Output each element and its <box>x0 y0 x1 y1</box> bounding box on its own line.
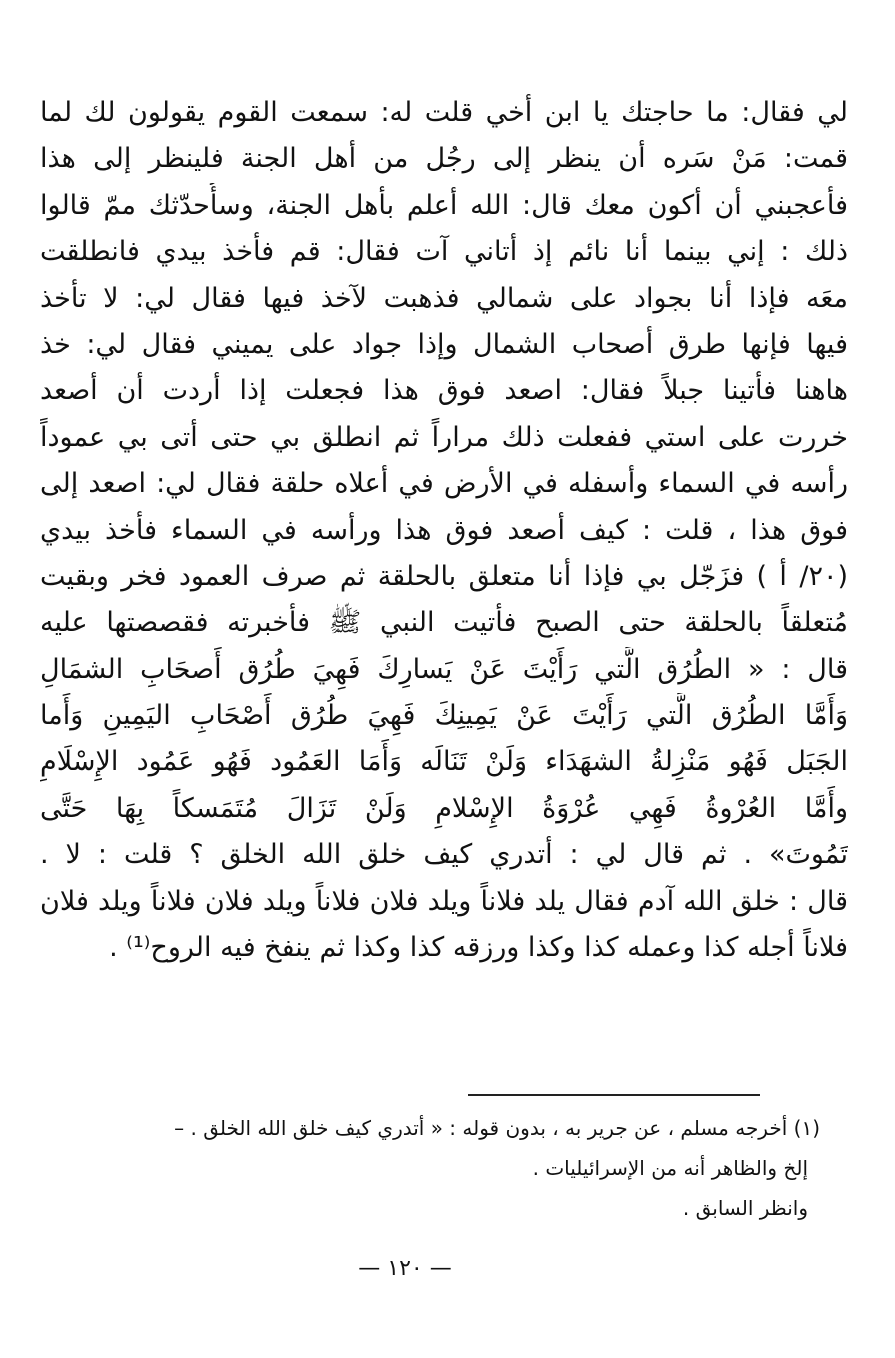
footnotes-block <box>60 1108 820 1228</box>
main-text-block <box>40 90 848 971</box>
text-line-18: قال : خلق الله آدم فقال يلد فلاناً ويلد فلان فلاناً ويلد فلان فلاناً ويلد فلان <box>40 885 848 917</box>
text-line-7: هاهنا فأتينا جبلاً فقال: اصعد فوق هذا فجعلت إذا أردت أن أصعد <box>40 375 848 407</box>
text-line-9: رأسه في السماء وأسفله في الأرض في أعلاه حلقة فقال لي: اصعد إلى <box>40 468 848 500</box>
text-line-19: فلاناً أجله كذا وعمله كذا وكذا ورزقه كذا وكذا ثم ينفخ فيه الروح⁽¹⁾ . <box>109 932 848 964</box>
text-line-17: تَمُوتَ» . ثم قال لي : أتدري كيف خلق الله الخلق ؟ قلت : لا . <box>40 839 848 871</box>
text-line-6: فيها فإنها طرق أصحاب الشمال وإذا جواد على يميني فقال لي: خذ <box>40 328 848 360</box>
text-line-5: معَه فإذا أنا بجواد على شمالي فذهبت لآخذ فيها فقال لي: لا تأخذ <box>40 282 848 314</box>
text-line-15: الجَبَل فَهُو مَنْزِلةُ الشهَدَاء وَلَنْ تَنَالَه وَأَمَا العَمُود فَهُو عَمُود الإِسْلَامِ <box>40 746 848 778</box>
footnote-divider <box>468 1094 760 1096</box>
text-line-13: قال : « الطُرُق الَّتي رَأَيْتَ عَنْ يَسارِكَ فَهِيَ طُرُق أَصحَابِ الشمَالِ <box>40 653 848 685</box>
footnote-line-3: وانظر السابق . <box>682 1196 808 1220</box>
page-number: — ١٢٠ — <box>358 1256 452 1281</box>
text-line-16: وأَمَّا العُرْوةُ فَهِي عُرْوَةُ الإِسْلامِ وَلَنْ تَزَالَ مُتَمَسكاً بِهَا حَتَّى <box>40 792 848 824</box>
footnote-line-2: إلخ والظاهر أنه من الإسرائيليات . <box>532 1156 808 1180</box>
text-line-11: (٢٠/ أ ) فزَجّل بي فإذا أنا متعلق بالحلقة ثم صرف العمود فخر وبقيت <box>40 560 848 592</box>
text-line-12: مُتعلقاً بالحلقة حتى الصبح فأتيت النبي ﷺ فأخبرته فقصصتها عليه <box>40 607 848 639</box>
text-line-2: قمت: مَنْ سَره أن ينظر إلى رجُل من أهل الجنة فلينظر إلى هذا <box>40 143 848 175</box>
text-line-3: فأعجبني أن أكون معك قال: الله أعلم بأهل الجنة، وسأُحدّثك ممّ قالوا <box>40 189 848 221</box>
text-line-14: وَأَمَّا الطُرُق الَّتي رَأَيْتَ عَنْ يَمِينِكَ فَهِيَ طُرُق أَصْحَابِ اليَمِينِ وَأَما <box>40 700 848 732</box>
text-line-10: فوق هذا ، قلت : كيف أصعد فوق هذا ورأسه في السماء فأخذ بيدي <box>40 514 848 546</box>
text-line-8: خررت على استي ففعلت ذلك مراراً ثم انطلق بي حتى أتى بي عموداً <box>40 421 848 453</box>
text-line-4: ذلك : إني بينما أنا نائم إذ أتاني آت فقال: قم فأخذ بيدي فانطلقت <box>40 236 848 268</box>
footnote-line-1: (١) أخرجه مسلم ، عن جرير به ، بدون قوله : « أتدري كيف خلق الله الخلق . – <box>174 1116 820 1140</box>
text-line-1: لي فقال: ما حاجتك يا ابن أخي قلت له: سمعت القوم يقولون لك لما <box>40 97 848 128</box>
